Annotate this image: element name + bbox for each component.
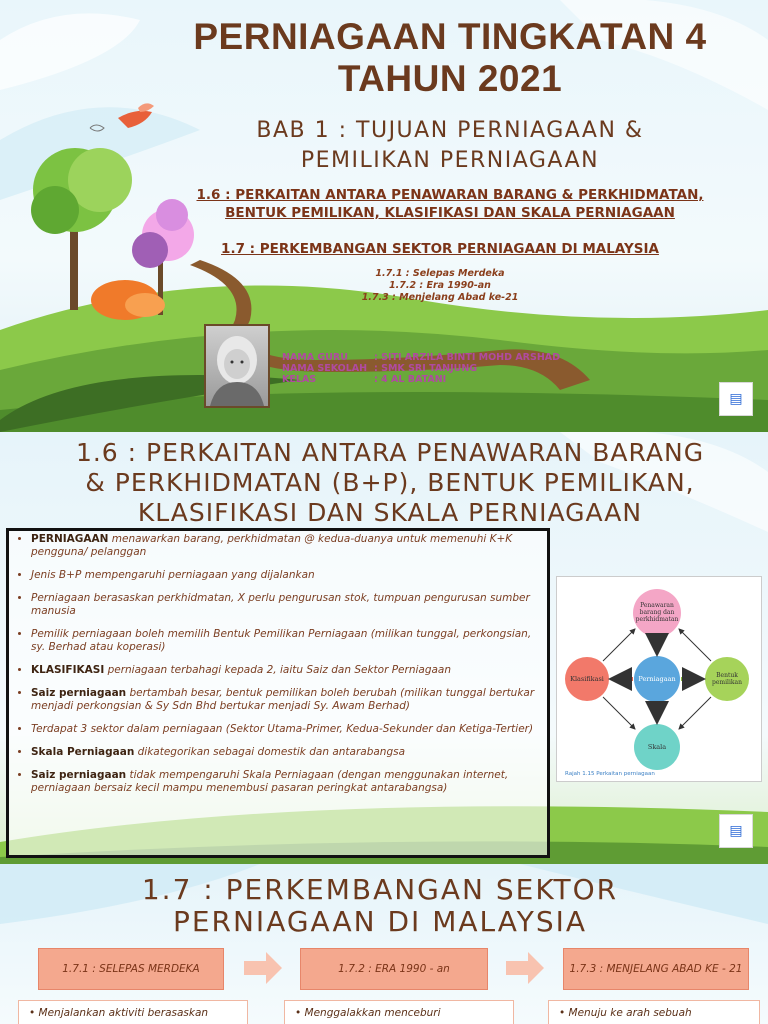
period-detail-1: • Menjalankan aktiviti berasaskan xyxy=(18,1000,248,1024)
bullet-item: • PERNIAGAAN menawarkan barang, perkhidmatan @ kedua-duanya untuk memenuhi K+K pengguna/ pelanggan xyxy=(31,533,547,559)
period-heading-3: 1.7.3 : MENJELANG ABAD KE - 21 xyxy=(563,948,749,990)
node-left-label: Klasifikasi xyxy=(570,675,604,683)
node-right-label: Bentuk pemilikan xyxy=(712,672,742,686)
arrow-right-icon xyxy=(244,952,282,984)
bullet-item: • Saiz perniagaan bertambah besar, bentuk pemilikan boleh berubah (milikan tunggal bertukar menjadi perkongsian & Sy Sdn Bhd bertukar menjadi Sy. Awam Berhad) xyxy=(31,687,547,713)
bullet-list xyxy=(9,533,547,795)
info-key: NAMA SEKOLAH xyxy=(282,363,368,374)
bullet-item: • Jenis B+P mempengaruhi perniagaan yang dijalankan xyxy=(31,569,547,582)
chapter-line-2: PEMILIKAN PERNIAGAAN xyxy=(300,148,600,173)
title-line-2: TAHUN 2021 xyxy=(337,58,563,99)
slide-title-line-1: 1.7 : PERKEMBANGAN SEKTOR xyxy=(141,873,619,906)
slide-title-line-2: & PERKHIDMATAN (B+P), BENTUK PEMILIKAN, xyxy=(85,468,695,497)
subtopic-item: 1.7.1 : Selepas Merdeka xyxy=(375,268,505,279)
page-view-button[interactable] xyxy=(719,382,753,416)
slide-title xyxy=(20,438,760,528)
chapter-heading xyxy=(200,116,700,176)
bullet-item: • Pemilik perniagaan boleh memilih Bentuk Pemilikan Perniagaan (milikan tunggal, perkongsian, sy. Berhad atau koperasi) xyxy=(31,628,547,654)
info-value: : SMK SRI TANJUNG xyxy=(374,363,478,374)
page-view-button[interactable] xyxy=(719,814,753,848)
bullet-item: • Perniagaan berasaskan perkhidmatan, X perlu pengurusan stok, tumpuan pengurusan sumber manusia xyxy=(31,592,547,618)
info-value: : 4 AL BATANI xyxy=(374,374,447,385)
subtopic-item: 1.7.2 : Era 1990-an xyxy=(389,280,491,291)
info-key: NAMA GURU xyxy=(282,352,348,363)
relationship-diagram xyxy=(556,576,762,782)
info-row xyxy=(282,352,560,363)
page-title xyxy=(140,16,760,100)
diagram-caption: Rajah 1.15 Perkaitan perniagaan xyxy=(565,771,655,777)
bullet-item: • Skala Perniagaan dikategorikan sebagai domestik dan antarabangsa xyxy=(31,746,547,759)
bullet-item: • Saiz perniagaan tidak mempengaruhi Skala Perniagaan (dengan menggunakan internet, perniagaan bersaiz kecil mampu menembusi pasaran peringkat antarabangsa) xyxy=(31,769,547,795)
page-icon: ▤ xyxy=(729,823,743,839)
period-heading-2: 1.7.2 : ERA 1990 - an xyxy=(300,948,488,990)
period-heading-1: 1.7.1 : SELEPAS MERDEKA xyxy=(38,948,224,990)
subtopic-item: 1.7.3 : Menjelang Abad ke-21 xyxy=(361,292,519,303)
slide-title xyxy=(80,874,680,938)
subtopic-items xyxy=(290,268,590,304)
teacher-photo xyxy=(204,324,270,408)
slide-1-7 xyxy=(0,864,768,1024)
chapter-line-1: BAB 1 : TUJUAN PERNIAGAAN & xyxy=(256,118,644,143)
node-center-label: Perniagaan xyxy=(638,675,676,683)
info-row xyxy=(282,374,560,385)
info-row xyxy=(282,363,560,374)
slide-title-line-1: 1.6 : PERKAITAN ANTARA PENAWARAN BARANG xyxy=(75,438,705,467)
slide-title xyxy=(0,0,768,432)
subtopic-1-6-line-2: BENTUK PEMILIKAN, KLASIFIKASI DAN SKALA PERNIAGAAN xyxy=(225,205,675,221)
info-key: KELAS xyxy=(282,374,317,385)
bullet-box xyxy=(6,528,550,858)
bullet-item: • KLASIFIKASI perniagaan terbahagi kepada 2, iaitu Saiz dan Sektor Perniagaan xyxy=(31,664,547,677)
teacher-info xyxy=(282,352,560,385)
node-bottom-label: Skala xyxy=(647,743,667,751)
bullet-item: • Terdapat 3 sektor dalam perniagaan (Sektor Utama-Primer, Kedua-Sekunder dan Ketiga-Tertier) xyxy=(31,723,547,736)
node-top-label: Penawaran barang dan perkhidmatan xyxy=(635,602,679,623)
period-detail-2: • Menggalakkan menceburi xyxy=(284,1000,514,1024)
subtopic-1-6-line-1: 1.6 : PERKAITAN ANTARA PENAWARAN BARANG & PERKHIDMATAN, xyxy=(196,187,704,203)
title-line-1: PERNIAGAAN TINGKATAN 4 xyxy=(193,16,707,57)
diagram-svg xyxy=(557,577,761,781)
portrait-icon xyxy=(206,326,268,406)
subtopic-1-7: 1.7 : PERKEMBANGAN SEKTOR PERNIAGAAN DI MALAYSIA xyxy=(221,241,659,257)
info-value: : SITI ARZILA BINTI MOHD ARSHAD xyxy=(374,352,561,363)
slide-title-line-2: PERNIAGAAN DI MALAYSIA xyxy=(172,905,588,938)
page-icon: ▤ xyxy=(729,391,743,407)
slide-title-line-3: KLASIFIKASI DAN SKALA PERNIAGAAN xyxy=(137,498,643,527)
arrow-right-icon xyxy=(506,952,544,984)
period-detail-3: • Menuju ke arah sebuah xyxy=(548,1000,760,1024)
slide-1-6 xyxy=(0,432,768,864)
subtopic-1-6 xyxy=(160,186,740,222)
